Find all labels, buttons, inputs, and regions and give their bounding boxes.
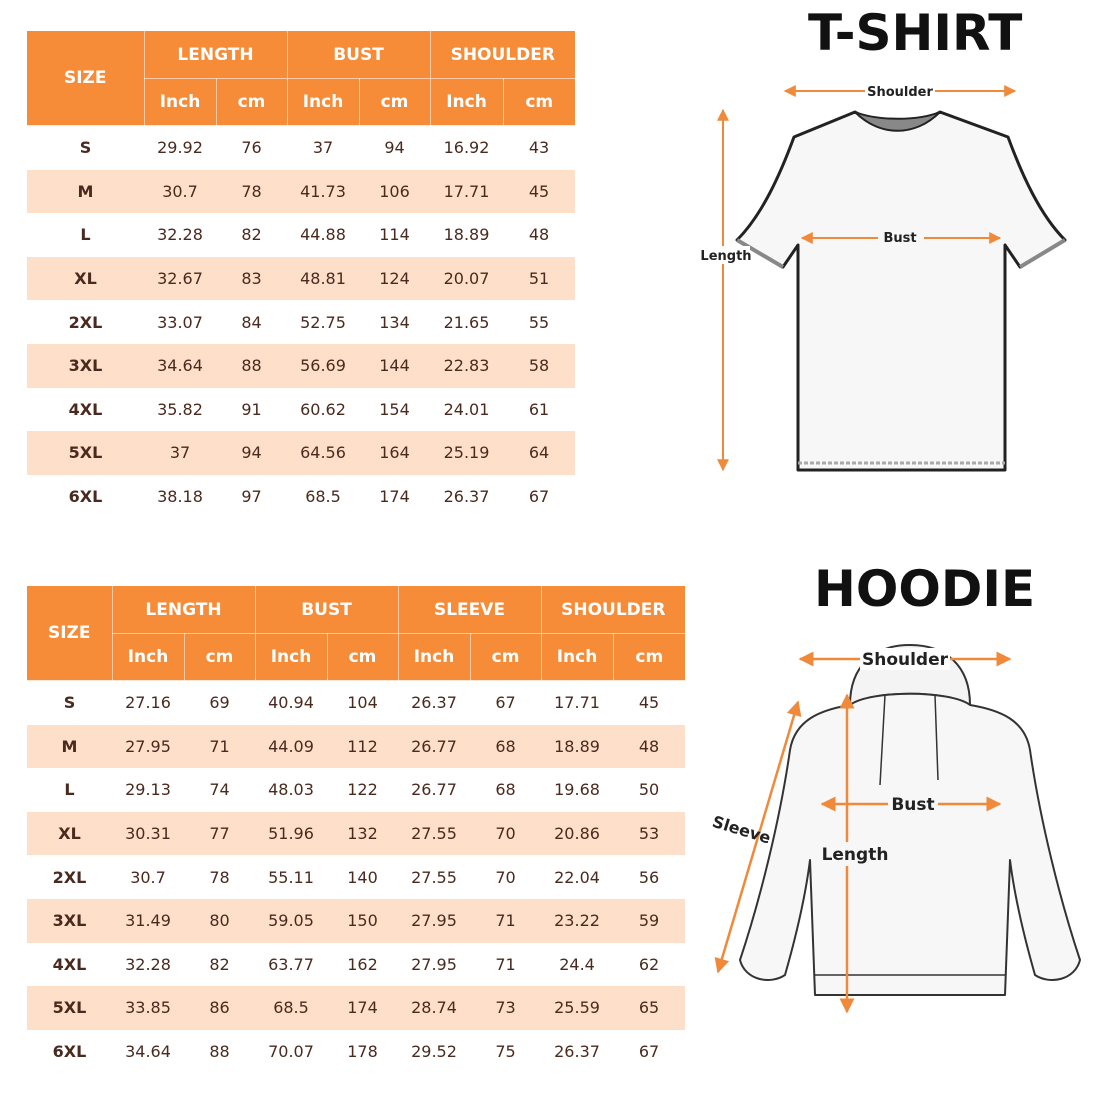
shoulder-cm-cell: 59 bbox=[613, 899, 685, 943]
length-in-cell: 34.64 bbox=[144, 344, 216, 388]
tshirt-illustration bbox=[737, 112, 1065, 470]
size-cell: 2XL bbox=[68, 312, 103, 332]
tshirt-measurement-diagram bbox=[690, 75, 1090, 485]
shoulder-cm-cell: 43 bbox=[528, 138, 550, 158]
sleeve-in-cell: 27.95 bbox=[398, 899, 470, 943]
size-cell: L bbox=[64, 780, 75, 800]
tshirt-table-body bbox=[27, 126, 575, 519]
length-in-cell: 30.7 bbox=[144, 170, 216, 214]
length-in-cell: 29.92 bbox=[157, 138, 203, 158]
bust-in-cell: 59.05 bbox=[255, 899, 327, 943]
length-cm-cell: 88 bbox=[209, 1042, 230, 1062]
length-cm-cell: 88 bbox=[216, 344, 287, 388]
table-row bbox=[27, 899, 685, 943]
length-in-cell: 30.31 bbox=[112, 812, 184, 856]
table-row bbox=[27, 855, 685, 899]
bust-cm-cell: 174 bbox=[327, 986, 398, 1030]
size-cell: L bbox=[80, 225, 91, 245]
table-row bbox=[27, 1030, 685, 1074]
shoulder-in-cell: 26.37 bbox=[443, 487, 490, 507]
size-cell: M bbox=[27, 725, 112, 769]
length-in-cell: 32.67 bbox=[144, 257, 216, 301]
sleeve-cm-cell: 68 bbox=[470, 725, 541, 769]
length-cm-cell: 69 bbox=[209, 693, 230, 713]
unit-cm-header: cm bbox=[184, 634, 255, 681]
size-cell: 6XL bbox=[68, 487, 103, 507]
table-row bbox=[27, 431, 575, 475]
length-cm-cell: 82 bbox=[241, 225, 262, 245]
shoulder-cm-cell: 64 bbox=[503, 431, 575, 475]
sleeve-cm-cell: 67 bbox=[495, 693, 516, 713]
shoulder-in-cell: 17.71 bbox=[554, 693, 600, 713]
unit-cm-header: cm bbox=[327, 634, 398, 681]
unit-inch-header: Inch bbox=[287, 79, 359, 126]
bust-in-cell: 64.56 bbox=[287, 431, 359, 475]
size-cell: 6XL bbox=[52, 1042, 87, 1062]
sleeve-in-cell: 26.37 bbox=[411, 693, 457, 713]
bust-cm-cell: 132 bbox=[327, 812, 398, 856]
sleeve-in-cell: 27.95 bbox=[411, 954, 457, 974]
length-header: LENGTH bbox=[112, 586, 255, 634]
sleeve-cm-cell: 75 bbox=[495, 1042, 516, 1062]
shoulder-in-cell: 22.04 bbox=[554, 867, 600, 887]
size-cell: 3XL bbox=[27, 344, 144, 388]
bust-cm-cell: 134 bbox=[379, 312, 410, 332]
length-cm-cell: 86 bbox=[184, 986, 255, 1030]
size-cell: 3XL bbox=[27, 899, 112, 943]
sleeve-in-cell: 28.74 bbox=[398, 986, 470, 1030]
length-in-cell: 27.16 bbox=[125, 693, 171, 713]
shoulder-in-cell: 20.86 bbox=[541, 812, 613, 856]
sleeve-cm-cell: 73 bbox=[470, 986, 541, 1030]
shoulder-cm-cell: 45 bbox=[503, 170, 575, 214]
size-cell: 4XL bbox=[52, 954, 87, 974]
shoulder-header: SHOULDER bbox=[541, 586, 685, 634]
bust-cm-cell: 164 bbox=[359, 431, 430, 475]
size-cell: 5XL bbox=[27, 986, 112, 1030]
sleeve-label: Sleeve bbox=[710, 811, 774, 848]
sleeve-cm-cell: 70 bbox=[470, 812, 541, 856]
hoodie-measurement-diagram bbox=[700, 640, 1100, 1020]
size-cell: S bbox=[79, 138, 92, 158]
bust-in-cell: 60.62 bbox=[300, 399, 346, 419]
size-cell: M bbox=[27, 170, 144, 214]
shoulder-cm-cell: 53 bbox=[613, 812, 685, 856]
table-row bbox=[27, 475, 575, 519]
length-in-cell: 32.28 bbox=[125, 954, 171, 974]
length-label: Length bbox=[821, 845, 889, 865]
length-in-cell: 38.18 bbox=[157, 487, 203, 507]
unit-inch-header: Inch bbox=[144, 79, 216, 126]
bust-cm-cell: 174 bbox=[379, 487, 410, 507]
length-cm-cell: 78 bbox=[209, 867, 230, 887]
bust-in-cell: 44.88 bbox=[300, 225, 346, 245]
bust-in-cell: 56.69 bbox=[287, 344, 359, 388]
bust-in-cell: 52.75 bbox=[300, 312, 346, 332]
size-cell: S bbox=[63, 693, 76, 713]
shoulder-cm-cell: 55 bbox=[528, 312, 550, 332]
shoulder-cm-cell: 50 bbox=[638, 780, 660, 800]
unit-cm-header: cm bbox=[216, 79, 287, 126]
size-cell: 5XL bbox=[27, 431, 144, 475]
bust-cm-cell: 140 bbox=[347, 867, 378, 887]
table-row bbox=[27, 681, 685, 725]
sleeve-cm-cell: 70 bbox=[495, 867, 516, 887]
size-header: SIZE bbox=[27, 586, 112, 681]
bust-cm-cell: 112 bbox=[327, 725, 398, 769]
length-in-cell: 29.13 bbox=[125, 780, 171, 800]
hoodie-size-table bbox=[27, 586, 685, 1073]
length-cm-cell: 91 bbox=[241, 399, 262, 419]
bust-in-cell: 63.77 bbox=[268, 954, 314, 974]
shoulder-cm-cell: 48 bbox=[613, 725, 685, 769]
hoodie-table-body bbox=[27, 681, 685, 1074]
length-cm-cell: 83 bbox=[216, 257, 287, 301]
sleeve-header: SLEEVE bbox=[398, 586, 541, 634]
hoodie-illustration bbox=[740, 694, 1080, 995]
bust-header: BUST bbox=[255, 586, 398, 634]
sleeve-cm-cell: 71 bbox=[470, 899, 541, 943]
table-row bbox=[27, 812, 685, 856]
table-row bbox=[27, 943, 685, 987]
bust-cm-cell: 154 bbox=[379, 399, 410, 419]
size-cell: 2XL bbox=[52, 867, 87, 887]
sleeve-in-cell: 29.52 bbox=[411, 1042, 457, 1062]
shoulder-in-cell: 21.65 bbox=[443, 312, 490, 332]
shoulder-cm-cell: 45 bbox=[638, 693, 660, 713]
shoulder-cm-cell: 61 bbox=[528, 399, 550, 419]
shoulder-in-cell: 25.19 bbox=[430, 431, 503, 475]
table-row bbox=[27, 213, 575, 257]
table-row bbox=[27, 725, 685, 769]
unit-cm-header: cm bbox=[470, 634, 541, 681]
length-cm-cell: 94 bbox=[216, 431, 287, 475]
shoulder-cm-cell: 65 bbox=[613, 986, 685, 1030]
size-cell: XL bbox=[27, 812, 112, 856]
length-cm-cell: 77 bbox=[184, 812, 255, 856]
bust-cm-cell: 94 bbox=[384, 138, 405, 158]
sleeve-in-cell: 27.55 bbox=[398, 812, 470, 856]
bust-in-cell: 68.5 bbox=[305, 487, 341, 507]
size-cell: 4XL bbox=[68, 399, 103, 419]
shoulder-in-cell: 18.89 bbox=[443, 225, 490, 245]
sleeve-in-cell: 27.55 bbox=[411, 867, 457, 887]
hoodie-title: HOODIE bbox=[814, 560, 1036, 618]
table-row bbox=[27, 257, 575, 301]
length-cm-cell: 84 bbox=[241, 312, 262, 332]
bust-header: BUST bbox=[287, 31, 430, 79]
table-row bbox=[27, 344, 575, 388]
shoulder-in-cell: 17.71 bbox=[430, 170, 503, 214]
shoulder-in-cell: 23.22 bbox=[541, 899, 613, 943]
bust-cm-cell: 162 bbox=[347, 954, 378, 974]
shoulder-cm-cell: 48 bbox=[528, 225, 550, 245]
shoulder-in-cell: 26.37 bbox=[554, 1042, 600, 1062]
table-row bbox=[27, 300, 575, 344]
shoulder-in-cell: 25.59 bbox=[541, 986, 613, 1030]
length-cm-cell: 97 bbox=[241, 487, 262, 507]
shoulder-cm-cell: 62 bbox=[638, 954, 660, 974]
shoulder-in-cell: 24.4 bbox=[559, 954, 595, 974]
length-in-cell: 35.82 bbox=[157, 399, 203, 419]
shoulder-header: SHOULDER bbox=[430, 31, 575, 79]
shoulder-in-cell: 19.68 bbox=[554, 780, 600, 800]
bust-cm-cell: 150 bbox=[327, 899, 398, 943]
size-header: SIZE bbox=[27, 31, 144, 126]
bust-in-cell: 37 bbox=[312, 138, 334, 158]
bust-cm-cell: 178 bbox=[347, 1042, 378, 1062]
shoulder-in-cell: 18.89 bbox=[541, 725, 613, 769]
shoulder-label: Shoulder bbox=[867, 85, 933, 100]
bust-in-cell: 70.07 bbox=[268, 1042, 314, 1062]
shoulder-in-cell: 22.83 bbox=[430, 344, 503, 388]
length-in-cell: 37 bbox=[144, 431, 216, 475]
bust-in-cell: 48.81 bbox=[287, 257, 359, 301]
shoulder-cm-cell: 56 bbox=[638, 867, 660, 887]
tshirt-size-table bbox=[27, 31, 575, 518]
bust-cm-cell: 144 bbox=[359, 344, 430, 388]
unit-inch-header: Inch bbox=[398, 634, 470, 681]
length-in-cell: 32.28 bbox=[157, 225, 203, 245]
length-label: Length bbox=[700, 249, 752, 264]
length-in-cell: 34.64 bbox=[125, 1042, 171, 1062]
tshirt-title: T-SHIRT bbox=[808, 4, 1023, 62]
bust-label: Bust bbox=[891, 795, 935, 815]
shoulder-cm-cell: 67 bbox=[528, 487, 550, 507]
bust-cm-cell: 114 bbox=[379, 225, 410, 245]
sleeve-cm-cell: 71 bbox=[495, 954, 516, 974]
bust-in-cell: 48.03 bbox=[268, 780, 314, 800]
bust-cm-cell: 106 bbox=[359, 170, 430, 214]
length-cm-cell: 78 bbox=[216, 170, 287, 214]
unit-cm-header: cm bbox=[503, 79, 575, 126]
shoulder-in-cell: 16.92 bbox=[443, 138, 490, 158]
unit-inch-header: Inch bbox=[541, 634, 613, 681]
length-in-cell: 33.85 bbox=[112, 986, 184, 1030]
shoulder-cm-cell: 67 bbox=[638, 1042, 660, 1062]
bust-in-cell: 68.5 bbox=[255, 986, 327, 1030]
shoulder-in-cell: 20.07 bbox=[430, 257, 503, 301]
length-cm-cell: 76 bbox=[241, 138, 262, 158]
table-row bbox=[27, 768, 685, 812]
length-cm-cell: 71 bbox=[184, 725, 255, 769]
unit-cm-header: cm bbox=[359, 79, 430, 126]
table-row bbox=[27, 986, 685, 1030]
length-in-cell: 27.95 bbox=[112, 725, 184, 769]
length-in-cell: 30.7 bbox=[130, 867, 166, 887]
length-cm-cell: 82 bbox=[209, 954, 230, 974]
bust-in-cell: 51.96 bbox=[255, 812, 327, 856]
length-cm-cell: 80 bbox=[184, 899, 255, 943]
shoulder-in-cell: 24.01 bbox=[443, 399, 490, 419]
bust-cm-cell: 122 bbox=[347, 780, 378, 800]
bust-in-cell: 44.09 bbox=[255, 725, 327, 769]
table-row bbox=[27, 170, 575, 214]
length-cm-cell: 74 bbox=[209, 780, 230, 800]
size-cell: XL bbox=[27, 257, 144, 301]
length-header: LENGTH bbox=[144, 31, 287, 79]
bust-cm-cell: 124 bbox=[359, 257, 430, 301]
table-row bbox=[27, 388, 575, 432]
length-in-cell: 33.07 bbox=[157, 312, 203, 332]
bust-in-cell: 40.94 bbox=[268, 693, 314, 713]
unit-inch-header: Inch bbox=[255, 634, 327, 681]
sleeve-in-cell: 26.77 bbox=[398, 725, 470, 769]
sleeve-cm-cell: 68 bbox=[495, 780, 516, 800]
table-row bbox=[27, 126, 575, 170]
shoulder-cm-cell: 51 bbox=[503, 257, 575, 301]
unit-inch-header: Inch bbox=[430, 79, 503, 126]
bust-label: Bust bbox=[883, 231, 917, 246]
bust-in-cell: 41.73 bbox=[287, 170, 359, 214]
bust-cm-cell: 104 bbox=[347, 693, 378, 713]
unit-cm-header: cm bbox=[613, 634, 685, 681]
shoulder-label: Shoulder bbox=[861, 650, 949, 670]
bust-in-cell: 55.11 bbox=[268, 867, 314, 887]
sleeve-in-cell: 26.77 bbox=[411, 780, 457, 800]
shoulder-cm-cell: 58 bbox=[503, 344, 575, 388]
length-in-cell: 31.49 bbox=[112, 899, 184, 943]
unit-inch-header: Inch bbox=[112, 634, 184, 681]
